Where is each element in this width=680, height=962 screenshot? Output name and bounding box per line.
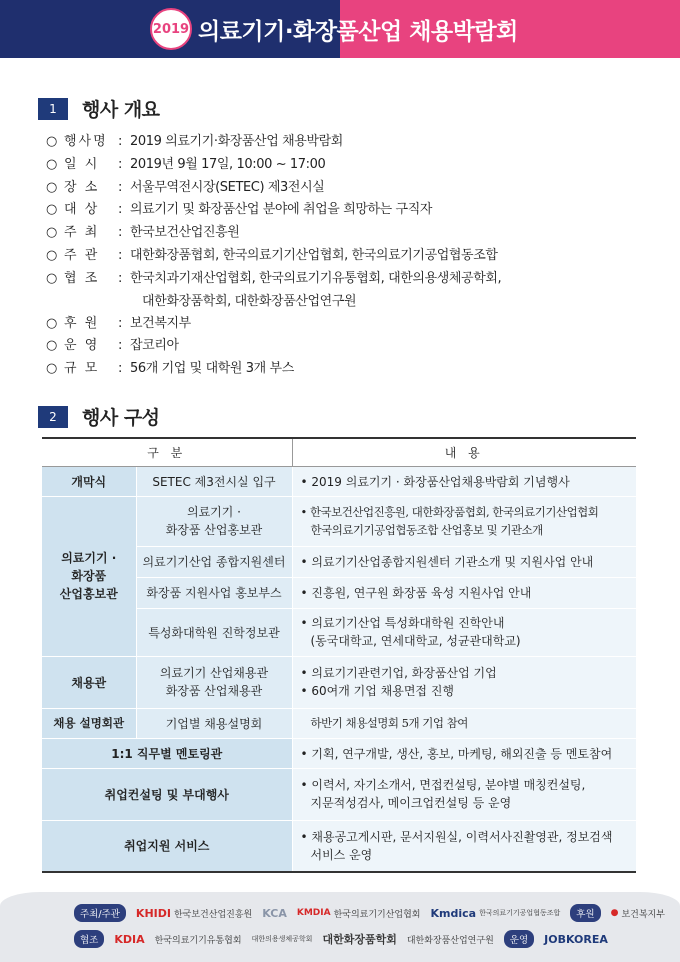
table-header-category: 구 분 [42,438,292,466]
row-sub [136,656,292,708]
overview-label: 협 조 [64,270,100,286]
section-1-title: 행사 개요 [82,99,160,121]
overview-label: 주 최 [64,225,100,241]
table-row-support [42,820,636,872]
table-row-opening [42,466,636,496]
circle-bullet-icon: ○ [46,361,58,377]
overview-value: 2019년 9월 17일, 10:00 ~ 17:00 [130,156,326,172]
content-line: • 의료기기산업 특성화대학원 진학안내 [300,616,505,630]
overview-row-date: ○ 일 시 : 2019년 9월 17일, 10:00 ~ 17:00 [46,154,666,177]
kmdia-dist-logo: 한국의료기기유통협회 [154,935,242,946]
row-content: 하반기 채용설명회 5개 기업 참여 [292,708,636,738]
content-line: 한국의료기기공업협동조합 산업홍보 및 기관소개 [310,523,543,537]
category-line: 의료기기 · [61,551,117,565]
footer-logos [0,892,680,962]
overview-label: 후 원 [64,315,100,331]
row-content: • 2019 의료기기 · 화장품산업채용박람회 기념행사 [292,466,636,496]
overview-label: 행사명 [64,134,108,149]
content-line: • 의료기기관련기업, 화장품산업 기업 [300,666,497,680]
overview-row-sponsor: ○ 후 원 : 보건복지부 [46,313,666,336]
circle-bullet-icon: ○ [46,134,58,149]
table-row-briefing [42,708,636,738]
overview-cooperation-cont: 대한화장품학회, 대한화장품산업연구원 [142,293,357,309]
operator-tag: 운영 [504,930,534,948]
kmdia-logo: KMDIA 한국의료기기산업협회 [296,908,421,920]
section-1-number: 1 [38,98,68,120]
table-header-content: 내 용 [292,438,636,466]
overview-label: 장 소 [64,179,100,195]
row-content: • 의료기기산업종합지원센터 기관소개 및 지원사업 안내 [292,546,636,577]
row-category: 채용 설명회관 [42,708,136,738]
overview-row-cooperation: ○ 협 조 : 한국치과기재산업협회, 한국의료기기유통협회, 대한의용생체공학회, [46,268,666,291]
mohw-logo: ● 보건복지부 [610,908,665,920]
overview-row-venue: ○ 장 소 : 서울무역전시장(SETEC) 제3전시실 [46,177,666,200]
overview-row-name: ○ 행사명 : 2019 의료기기·화장품산업 채용박람회 [46,131,666,154]
sponsor-tag: 후원 [570,904,600,922]
row-category: 취업지원 서비스 [42,820,292,872]
overview-value: 한국치과기재산업협회, 한국의료기기유통협회, 대한의용생체공학회, [130,270,502,286]
overview-value: 잡코리아 [130,338,179,354]
kdia-logo: KDIA [114,932,145,946]
section-1-header [38,95,160,122]
sub-line: 화장품 산업홍보관 [165,523,263,537]
row-content [292,608,636,656]
content-line: 서비스 운영 [310,847,373,862]
row-category: 채용관 [42,656,136,708]
overview-value: 2019 의료기기·화장품산업 채용박람회 [130,134,343,149]
overview-row-host: ○ 주 최 : 한국보건산업진흥원 [46,222,666,245]
overview-value: 보건복지부 [130,315,191,331]
footer-row-coop [74,930,608,948]
row-content [292,496,636,546]
content-line: • 이력서, 자기소개서, 면접컨설팅, 분야별 매칭컨설팅, [300,778,586,792]
overview-label: 주 관 [64,247,100,263]
header-banner [0,0,680,58]
overview-value: 56개 기업 및 대학원 3개 부스 [130,361,294,377]
section-2-header [38,403,160,430]
row-content: • 진흥원, 연구원 화장품 육성 지원사업 안내 [292,577,636,608]
row-sub: SETEC 제3전시실 입구 [136,466,292,496]
overview-value: 서울무역전시장(SETEC) 제3전시실 [130,179,325,195]
category-line: 화장품 [71,569,107,583]
circle-bullet-icon: ○ [46,202,58,218]
overview-list [46,131,666,381]
jobkorea-logo: JOBKOREA [544,932,608,946]
kmdica-logo: Kmdica 한국의료기기공업협동조합 [430,906,561,920]
kosombe-logo: 대한의용생체공학회 [251,935,313,943]
row-category: 개막식 [42,466,136,496]
overview-label: 운 영 [64,338,100,354]
table-header-row [42,438,636,466]
table-row-mentoring [42,738,636,768]
kca-logo: KCA [262,906,287,920]
circle-bullet-icon: ○ [46,179,58,195]
sub-line: 의료기기 · [187,505,241,519]
content-line: • 한국보건산업진흥원, 대한화장품협회, 한국의료기기산업협회 [300,505,599,519]
section-2-title: 행사 구성 [82,407,160,429]
table-row-hiring [42,656,636,708]
row-sub: 의료기기산업 종합지원센터 [136,546,292,577]
overview-row-operator: ○ 운 영 : 잡코리아 [46,335,666,358]
row-category: 취업컨설팅 및 부대행사 [42,768,292,820]
circle-bullet-icon: ○ [46,225,58,241]
coop-tag: 협조 [74,930,104,948]
sccsk-logo: 대한화장품학회 [322,933,397,946]
program-table [42,437,636,873]
overview-label: 일 시 [64,156,100,172]
row-content [292,820,636,872]
circle-bullet-icon: ○ [46,315,58,331]
category-line: 산업홍보관 [59,587,118,601]
table-row-promo-1 [42,496,636,546]
host-tag: 주최/주관 [74,904,126,922]
overview-row-target: ○ 대 상 : 의료기기 및 화장품산업 분야에 취업을 희망하는 구직자 [46,199,666,222]
overview-row-scale: ○ 규 모 : 56개 기업 및 대학원 3개 부스 [46,358,666,381]
row-content [292,656,636,708]
khidi-logo: KHIDI 한국보건산업진흥원 [135,906,253,920]
content-line: • 채용공고게시판, 문서지원실, 이력서사진촬영관, 정보검색 [300,829,613,844]
row-category-promo [42,496,136,656]
year-badge: 2019 [150,8,192,50]
overview-value: 한국보건산업진흥원 [130,225,240,241]
banner-title: 의료기기·화장품산업 채용박람회 [198,18,518,45]
row-content: • 기획, 연구개발, 생산, 홍보, 마케팅, 해외진출 등 멘토참여 [292,738,636,768]
row-content [292,768,636,820]
content-line: (동국대학교, 연세대학교, 성균관대학교) [310,634,521,648]
overview-label: 대 상 [64,202,100,218]
footer-row-host [74,904,665,922]
circle-bullet-icon: ○ [46,338,58,354]
section-2-number: 2 [38,406,68,428]
circle-bullet-icon: ○ [46,270,58,286]
circle-bullet-icon: ○ [46,247,58,263]
row-sub: 특성화대학원 진학정보관 [136,608,292,656]
overview-row-organizer: ○ 주 관 : 대한화장품협회, 한국의료기기산업협회, 한국의료기기공업협동조합 [46,245,666,268]
kcii-logo: 대한화장품산업연구원 [406,935,494,946]
row-sub: 기업별 채용설명회 [136,708,292,738]
overview-value: 의료기기 및 화장품산업 분야에 취업을 희망하는 구직자 [130,202,433,218]
content-line: 지문적성검사, 메이크업컨설팅 등 운영 [310,796,512,810]
table-row-consulting [42,768,636,820]
overview-value: 대한화장품협회, 한국의료기기산업협회, 한국의료기기공업협동조합 [130,247,498,263]
banner-title-group [150,8,518,50]
taegeuk-icon: ● [610,908,619,918]
content-line: • 60여개 기업 채용면접 진행 [300,684,455,698]
row-category: 1:1 직무별 멘토링관 [42,738,292,768]
row-sub [136,496,292,546]
sub-line: 화장품 산업채용관 [165,684,263,698]
circle-bullet-icon: ○ [46,156,58,172]
row-sub: 화장품 지원사업 홍보부스 [136,577,292,608]
sub-line: 의료기기 산업채용관 [159,666,269,680]
overview-label: 규 모 [64,361,100,377]
